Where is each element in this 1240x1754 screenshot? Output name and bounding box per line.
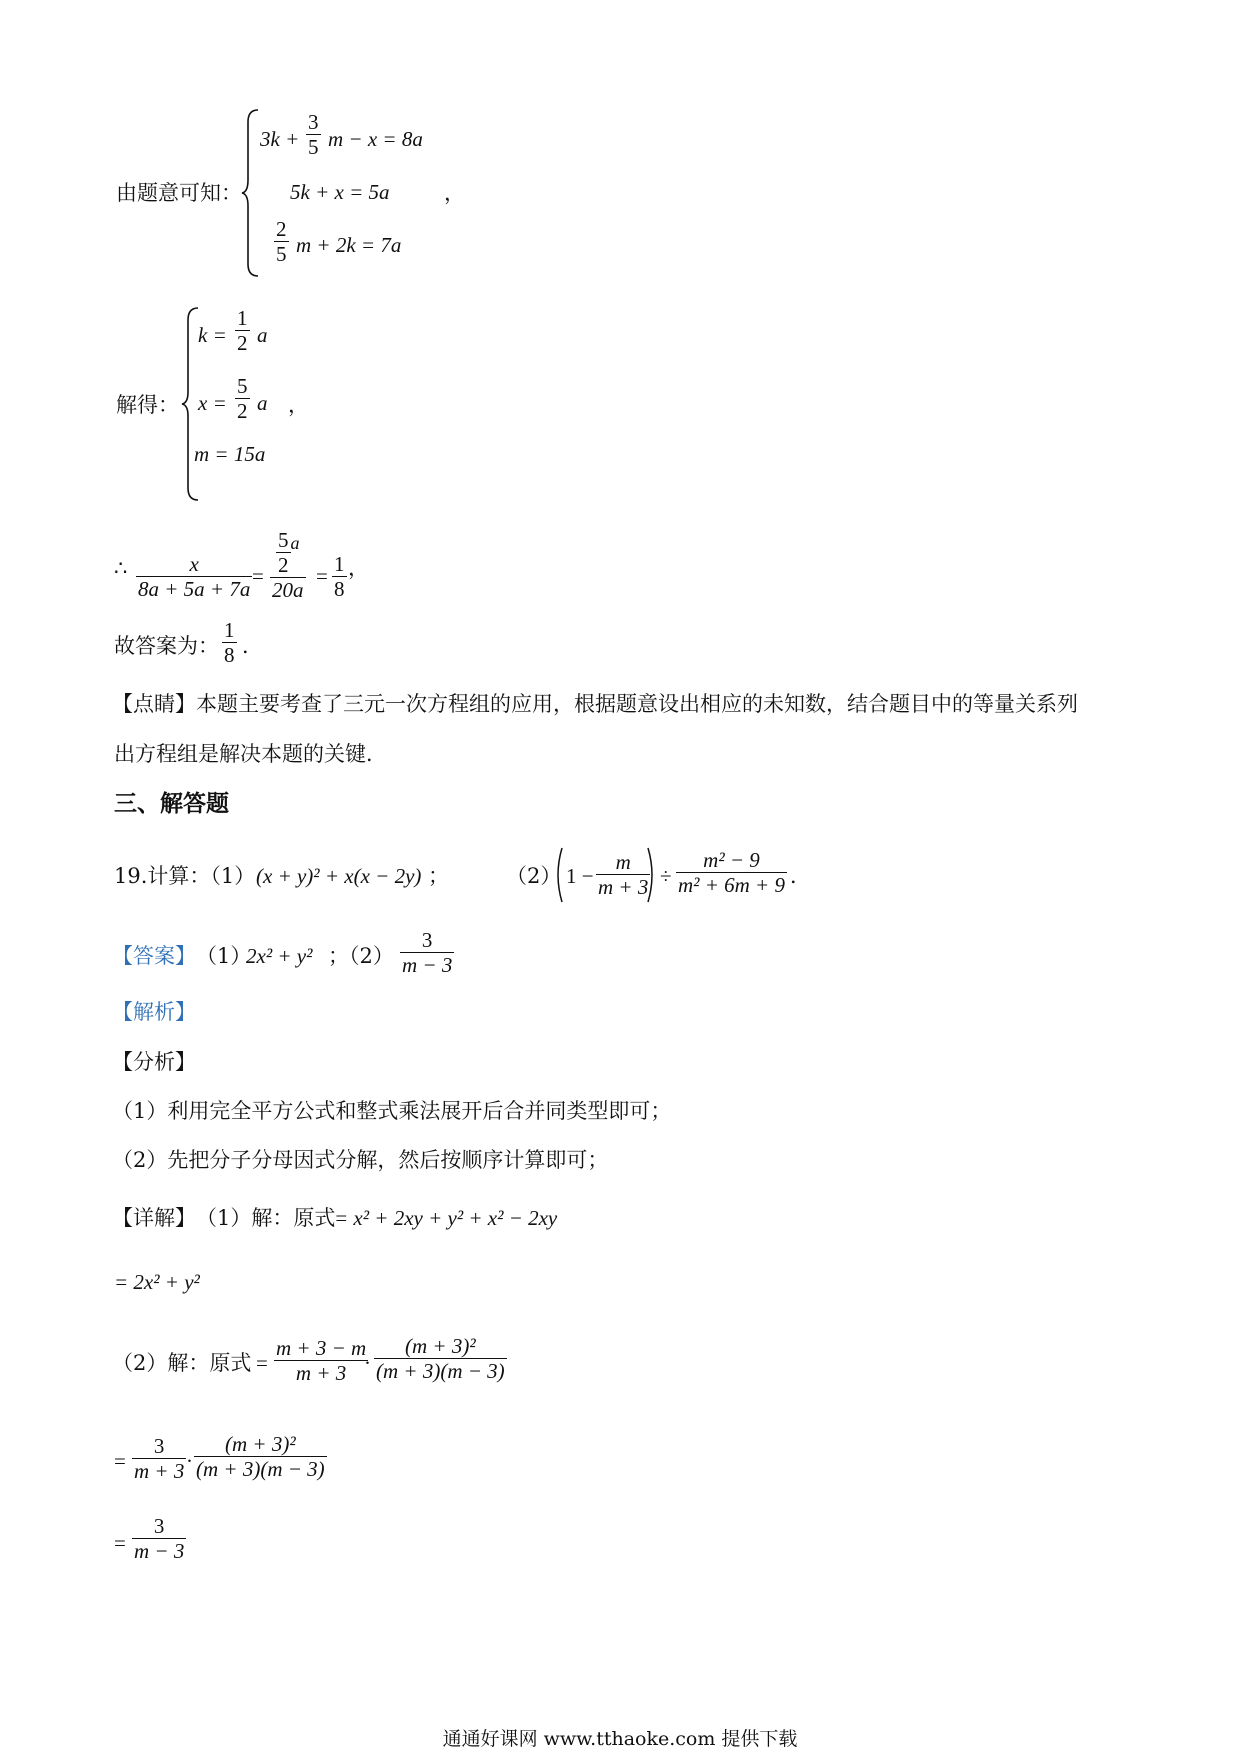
q19-divide: ÷ — [660, 864, 672, 888]
equals-sign: = — [256, 1351, 268, 1375]
detail-tag: 【详解】 — [112, 1206, 196, 1230]
fraction-denominator: m² + 6m + 9 — [678, 873, 785, 898]
left-paren-icon — [552, 846, 564, 904]
detail-fraction-4 — [194, 1432, 327, 1481]
ratio-fraction-1 — [136, 552, 252, 601]
q19-prefix: 19.计算：（1） — [114, 864, 256, 888]
multiply-dot: · — [364, 1351, 371, 1375]
fraction-denominator: m + 3 — [295, 1361, 347, 1386]
variable-a: a — [290, 533, 300, 554]
detail-fraction-1 — [274, 1336, 368, 1385]
q19-inner-fraction — [596, 850, 650, 899]
equals-sign-3: = — [114, 1531, 126, 1555]
ratio-fraction-3 — [332, 552, 347, 601]
fraction-numerator: (m + 3)² — [405, 1334, 476, 1358]
system1-eq1-fraction — [306, 110, 321, 159]
fraction-numerator: m² − 9 — [703, 848, 760, 872]
q19-fraction — [676, 848, 787, 897]
fraction-numerator: 3 — [308, 110, 319, 134]
fraction-numerator: m + 3 − m — [276, 1336, 367, 1360]
fraction-denominator: 5 — [308, 135, 319, 160]
fenxi-tag: 【分析】 — [112, 1050, 196, 1074]
detail-step2: = 2x² + y² — [114, 1270, 200, 1294]
comment18-line2: 出方程组是解决本题的关键． — [114, 742, 387, 766]
section-title: 三、解答题 — [114, 790, 229, 817]
detail-part1-label: （1）解：原式 — [196, 1206, 336, 1230]
equals-sign-2: = — [114, 1449, 126, 1473]
fraction-denominator: m + 3 — [598, 875, 649, 900]
fraction-denominator: 2 — [237, 331, 248, 356]
system2-comma: ， — [288, 393, 309, 417]
system2-r2-left: x = — [198, 391, 227, 415]
system1-eq1-right: m − x = 8a — [328, 127, 423, 151]
answer19-fraction — [400, 928, 454, 977]
fraction-denominator: 8a + 5a + 7a — [138, 577, 251, 602]
fraction-numerator: 5 — [278, 528, 289, 552]
fraction-denominator: m − 3 — [402, 953, 453, 978]
analysis-tag: 【解析】 — [112, 1000, 196, 1024]
answer18-period: ． — [242, 634, 263, 658]
ratio-fraction-2 — [270, 528, 306, 602]
fraction-numerator: 1 — [237, 306, 248, 330]
answer19-tag: 【答案】 — [112, 944, 196, 968]
fraction-denominator: 8 — [334, 577, 345, 602]
fraction-numerator: 3 — [153, 1514, 165, 1538]
q19-part2-label: （2） — [506, 864, 562, 888]
fenxi-line1: （1）利用完全平方公式和整式乘法展开后合并同类型即可； — [112, 1099, 672, 1123]
fraction-denominator: 2 — [237, 399, 248, 424]
detail-fraction-5 — [132, 1514, 186, 1563]
therefore-symbol: ∴ — [114, 556, 128, 580]
fraction-numerator: 1 — [224, 618, 235, 642]
system2-r3: m = 15a — [194, 442, 266, 466]
fraction-numerator: m — [615, 850, 631, 874]
fraction-denominator: m + 3 — [134, 1459, 185, 1484]
multiply-dot-2: · — [186, 1449, 193, 1473]
system2-r2-right: a — [257, 391, 268, 415]
right-paren-icon — [646, 846, 658, 904]
q19-inner-left: 1 − — [566, 864, 594, 888]
comment18-tag: 【点睛】 — [112, 692, 196, 716]
fraction-numerator: 3 — [153, 1434, 165, 1458]
left-brace-icon — [240, 108, 262, 278]
compound-numerator — [276, 528, 300, 577]
fraction-numerator: (m + 3)² — [225, 1432, 296, 1456]
q19-expr1: (x + y)² + x(x − 2y) — [256, 864, 422, 888]
fraction-denominator: 20a — [272, 578, 304, 603]
system2-r1-right: a — [257, 323, 268, 347]
answer19-result1: 2x² + y² — [246, 944, 313, 968]
system1-comma: ， — [444, 181, 465, 205]
answer18-fraction — [222, 618, 237, 667]
answer18-label: 故答案为： — [114, 634, 219, 658]
fraction-denominator: m − 3 — [134, 1539, 185, 1564]
detail-part2-label: （2）解：原式 — [112, 1351, 252, 1375]
equals-sign: = — [252, 564, 264, 588]
fraction-numerator: 3 — [421, 928, 433, 952]
ratio-comma: ， — [348, 556, 369, 580]
fenxi-line2: （2）先把分子分母因式分解，然后按顺序计算即可； — [112, 1148, 609, 1172]
fraction-denominator: (m + 3)(m − 3) — [376, 1359, 505, 1384]
system1-eq3-right: m + 2k = 7a — [296, 233, 402, 257]
system1-eq2: 5k + x = 5a — [290, 180, 390, 204]
system2-r2-fraction — [235, 374, 250, 423]
system1-eq3-fraction — [274, 217, 289, 266]
comment18-line1 — [112, 694, 1078, 715]
detail-step1: = x² + 2xy + y² + x² − 2xy — [334, 1206, 558, 1230]
answer19-separator: ；（2） — [328, 944, 394, 968]
fraction-numerator: 5 — [237, 374, 248, 398]
comment18-text1: 本题主要考查了三元一次方程组的应用，根据题意设出相应的未知数，结合题目中的等量关系列 — [196, 692, 1078, 716]
fraction-numerator: 2 — [276, 217, 287, 241]
q19-period: ． — [790, 864, 811, 888]
system1-eq1-left: 3k + — [260, 127, 300, 151]
fraction-denominator: 5 — [276, 242, 287, 267]
detail-fraction-3 — [132, 1434, 186, 1483]
q19-separator: ； — [428, 864, 449, 888]
system1-label: 由题意可知： — [116, 181, 242, 205]
system2-r1-fraction — [235, 306, 250, 355]
fraction-denominator: (m + 3)(m − 3) — [196, 1457, 325, 1482]
page-footer: 通通好课网 www.tthaoke.com 提供下载 — [442, 1728, 798, 1750]
fraction-numerator: 1 — [334, 552, 345, 576]
equals-sign-2: = — [316, 564, 328, 588]
system2-label: 解得： — [116, 393, 179, 417]
fraction-denominator: 8 — [224, 643, 235, 668]
fraction-numerator: x — [189, 552, 199, 576]
inner-fraction — [276, 528, 291, 577]
answer19-part1-label: （1） — [196, 944, 252, 968]
detail-fraction-2 — [374, 1334, 507, 1383]
fraction-denominator: 2 — [278, 553, 289, 578]
system2-r1-left: k = — [198, 323, 227, 347]
